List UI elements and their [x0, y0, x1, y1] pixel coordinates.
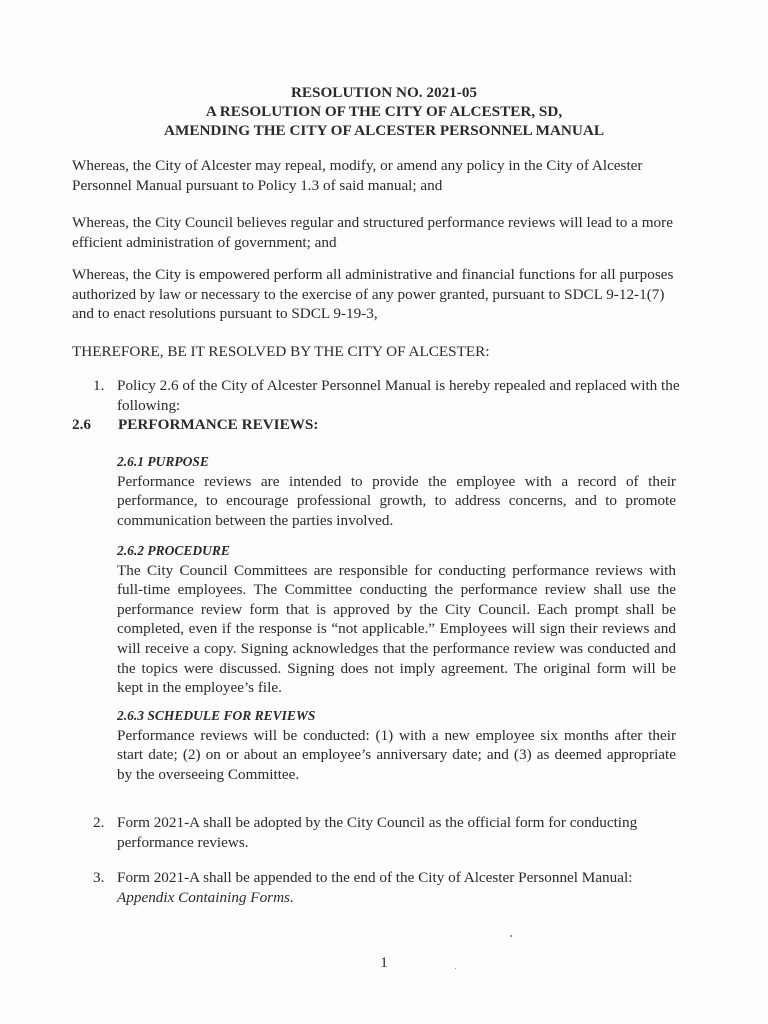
list-item-number: 3.	[93, 869, 105, 886]
subsection-heading: 2.6.1 PURPOSE	[117, 454, 209, 469]
subsection-body: Performance reviews are intended to provide the employee with a record of their performance, to encourage professional growth, to address concerns, and to promote communication between the parties involved.	[117, 472, 676, 529]
resolution-subject: A RESOLUTION OF THE CITY OF ALCESTER, SD,	[205, 103, 563, 120]
scan-speck	[510, 935, 512, 937]
scan-speck	[455, 968, 456, 969]
list-item	[93, 868, 683, 907]
subsection-body: The City Council Committees are responsible for conducting performance reviews with full-time employees. The Committee conducting the performance review shall use the performance review form that is approved by the City Council. Each prompt shall be completed, even if the response is “not applicable.” Employees will sign their reviews and will receive a copy. Signing acknowledges that the performance review was conducted and the topics were discussed. Signing does not imply agreement. The original form will be kept in the employee’s file.	[117, 561, 676, 697]
list-item-text-main: Form 2021-A shall be appended to the end of the City of Alcester Personnel Manual:	[117, 869, 633, 886]
whereas-paragraph-1: Whereas, the City of Alcester may repeal, modify, or amend any policy in the City of Alcester Personnel Manual pursuant to Policy 1.3 of said manual; and	[72, 157, 643, 194]
page-number: 1	[380, 955, 388, 971]
subsection-procedure	[117, 541, 676, 698]
list-item-text: Form 2021-A shall be adopted by the City Council as the official form for conducting performance reviews.	[117, 814, 638, 851]
section-title: PERFORMANCE REVIEWS:	[118, 416, 319, 433]
whereas-paragraph-3: Whereas, the City is empowered perform all administrative and financial functions for all purposes authorized by law or necessary to the exercise of any power granted, pursuant to SDCL 9-12-1(7) and to enact resolutions pursuant to SDCL 9-19-3,	[72, 266, 674, 323]
whereas-paragraph-2: Whereas, the City Council believes regular and structured performance reviews will lead to a more efficient administration of government; and	[72, 214, 673, 251]
list-item-text	[117, 868, 683, 907]
resolution-number: RESOLUTION NO. 2021-05	[290, 84, 478, 101]
resolution-title	[0, 83, 768, 140]
list-item	[93, 813, 683, 852]
list-item-number: 1.	[93, 377, 105, 394]
list-item	[93, 376, 683, 415]
subsection-heading: 2.6.2 PROCEDURE	[117, 543, 230, 558]
list-item-text: Policy 2.6 of the City of Alcester Personnel Manual is hereby repealed and replaced with the following:	[117, 377, 680, 414]
section-number: 2.6	[72, 416, 91, 433]
resolution-subject-line2: AMENDING THE CITY OF ALCESTER PERSONNEL MANUAL	[164, 122, 604, 139]
list-item-text-italic: Appendix Containing Forms.	[117, 888, 294, 906]
subsection-body: Performance reviews will be conducted: (1) with a new employee six months after their start date; (2) on or about an employee’s anniversary date; and (3) as deemed appropriate by the overseeing Committee.	[117, 726, 676, 783]
list-item-number: 2.	[93, 814, 105, 831]
subsection-schedule	[117, 706, 676, 784]
subsection-heading: 2.6.3 SCHEDULE FOR REVIEWS	[117, 708, 316, 723]
subsection-purpose	[117, 452, 676, 530]
therefore-clause: THEREFORE, BE IT RESOLVED BY THE CITY OF ALCESTER:	[72, 343, 490, 360]
